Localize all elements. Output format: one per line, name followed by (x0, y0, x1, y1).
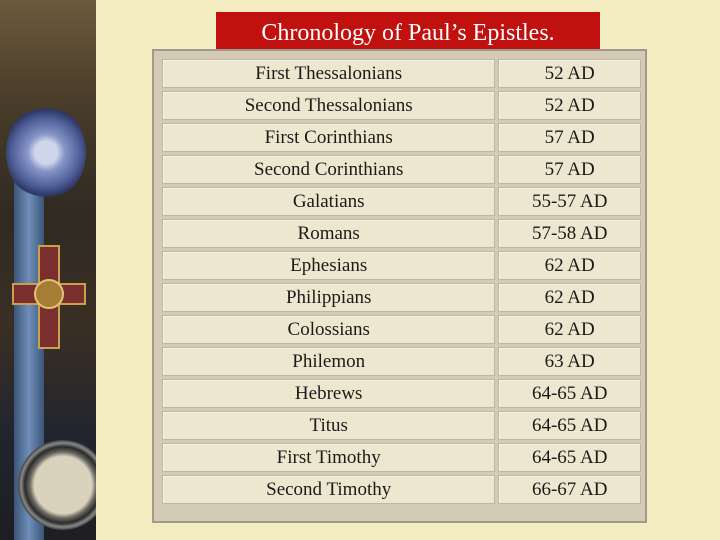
book-cell: Philemon (162, 347, 495, 376)
book-cell: First Thessalonians (162, 59, 495, 88)
medal-photo (0, 0, 96, 540)
table-row (162, 251, 641, 280)
table-row (162, 443, 641, 472)
date-cell: 66-67 AD (498, 475, 641, 504)
table-row (162, 475, 641, 504)
book-cell: Second Thessalonians (162, 91, 495, 120)
date-cell: 62 AD (498, 251, 641, 280)
date-cell: 52 AD (498, 59, 641, 88)
table-row (162, 219, 641, 248)
book-cell: Hebrews (162, 379, 495, 408)
date-cell: 64-65 AD (498, 411, 641, 440)
date-cell: 64-65 AD (498, 379, 641, 408)
medal-cross (12, 245, 87, 355)
book-cell: Ephesians (162, 251, 495, 280)
date-cell: 63 AD (498, 347, 641, 376)
book-cell: Philippians (162, 283, 495, 312)
table-row (162, 283, 641, 312)
epistles-table (159, 56, 644, 507)
date-cell: 57 AD (498, 155, 641, 184)
table-row (162, 379, 641, 408)
date-cell: 57-58 AD (498, 219, 641, 248)
table-row (162, 123, 641, 152)
book-cell: First Timothy (162, 443, 495, 472)
book-cell: Galatians (162, 187, 495, 216)
table-row (162, 59, 641, 88)
table-row (162, 155, 641, 184)
date-cell: 62 AD (498, 283, 641, 312)
table-row (162, 411, 641, 440)
slide-title: Chronology of Paul’s Epistles. (216, 12, 600, 52)
table-row (162, 187, 641, 216)
book-cell: First Corinthians (162, 123, 495, 152)
book-cell: Second Corinthians (162, 155, 495, 184)
date-cell: 52 AD (498, 91, 641, 120)
table-row (162, 91, 641, 120)
book-cell: Second Timothy (162, 475, 495, 504)
date-cell: 55-57 AD (498, 187, 641, 216)
date-cell: 64-65 AD (498, 443, 641, 472)
book-cell: Colossians (162, 315, 495, 344)
table-row (162, 315, 641, 344)
ribbon-rosette (6, 105, 86, 200)
book-cell: Titus (162, 411, 495, 440)
book-cell: Romans (162, 219, 495, 248)
table-row (162, 347, 641, 376)
date-cell: 57 AD (498, 123, 641, 152)
date-cell: 62 AD (498, 315, 641, 344)
